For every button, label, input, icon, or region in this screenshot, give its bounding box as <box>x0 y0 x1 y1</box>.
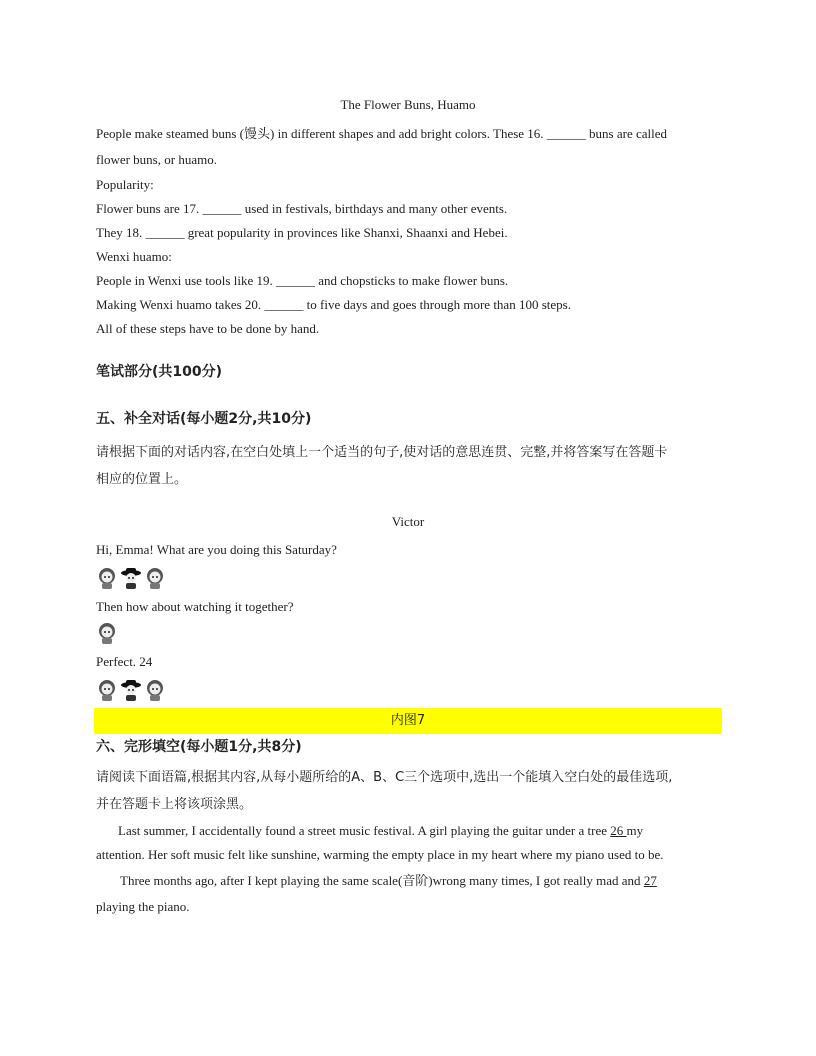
passage-line: All of these steps have to be done by hand. <box>96 321 320 336</box>
section6-title: 六、完形填空(每小题1分,共8分) <box>96 739 302 755</box>
passage-line: Flower buns are 17. ______ used in festivals, birthdays and many other events. <box>96 201 508 216</box>
passage-line: They 18. ______ great popularity in provinces like Shanxi, Shaanxi and Hebei. <box>96 225 508 240</box>
girl-avatar-icon <box>96 622 118 644</box>
image-caption-banner: 内图7 <box>94 708 722 734</box>
cloze-blank-27: 27 <box>643 873 657 888</box>
cloze-paragraph-2 <box>120 872 657 890</box>
avatar-group <box>96 622 118 644</box>
girl-avatar-icon <box>96 679 118 701</box>
passage-line: People make steamed buns (馒头) in different shapes and add bright colors. These 16. ______ buns are called <box>96 126 668 141</box>
cloze-paragraph-1 <box>118 822 643 840</box>
passage-line: Making Wenxi huamo takes 20. ______ to five days and goes through more than 100 steps. <box>96 297 571 312</box>
passage-line: flower buns, or huamo. <box>96 152 217 167</box>
cloze-paragraph-1-line2: attention. Her soft music felt like sunshine, warming the empty place in my heart where my piano used to be. <box>96 847 664 862</box>
section5-title: 五、补全对话(每小题2分,共10分) <box>96 411 312 427</box>
avatar-group <box>96 567 166 589</box>
cloze-text: Last summer, I accidentally found a street music festival. A girl playing the guitar under a tree <box>118 823 611 838</box>
passage-line: People in Wenxi use tools like 19. ______ and chopsticks to make flower buns. <box>96 273 509 288</box>
section6-instruction: 请阅读下面语篇,根据其内容,从每小题所给的A、B、C三个选项中,选出一个能填入空白处的最佳选项, <box>96 770 673 785</box>
section5-instruction: 请根据下面的对话内容,在空白处填上一个适当的句子,使对话的意思连贯、完整,并将答案写在答题卡 <box>96 445 668 460</box>
dialogue-line: Then how about watching it together? <box>96 599 294 614</box>
cloze-blank-26: 26 <box>610 823 627 838</box>
cloze-text: my <box>626 823 644 838</box>
written-section-title: 笔试部分(共100分) <box>96 364 223 380</box>
passage-title: The Flower Buns, Huamo <box>340 97 476 112</box>
dialogue-line: Hi, Emma! What are you doing this Saturday? <box>96 542 337 557</box>
girl-avatar-icon <box>144 567 166 589</box>
avatar-group <box>96 679 166 701</box>
hat-avatar-icon <box>120 567 142 589</box>
passage-line: Popularity: <box>96 177 154 192</box>
girl-avatar-icon <box>96 567 118 589</box>
dialogue-line: Perfect. 24 <box>96 654 153 669</box>
hat-avatar-icon <box>120 679 142 701</box>
section5-instruction: 相应的位置上。 <box>96 472 188 487</box>
cloze-paragraph-2-line2: playing the piano. <box>96 899 190 914</box>
cloze-text: Three months ago, after I kept playing the same scale(音阶)wrong many times, I got really mad and <box>120 873 644 888</box>
section6-instruction: 并在答题卡上将该项涂黑。 <box>96 797 253 812</box>
girl-avatar-icon <box>144 679 166 701</box>
passage-line: Wenxi huamo: <box>96 249 172 264</box>
speaker-name: Victor <box>391 514 425 529</box>
